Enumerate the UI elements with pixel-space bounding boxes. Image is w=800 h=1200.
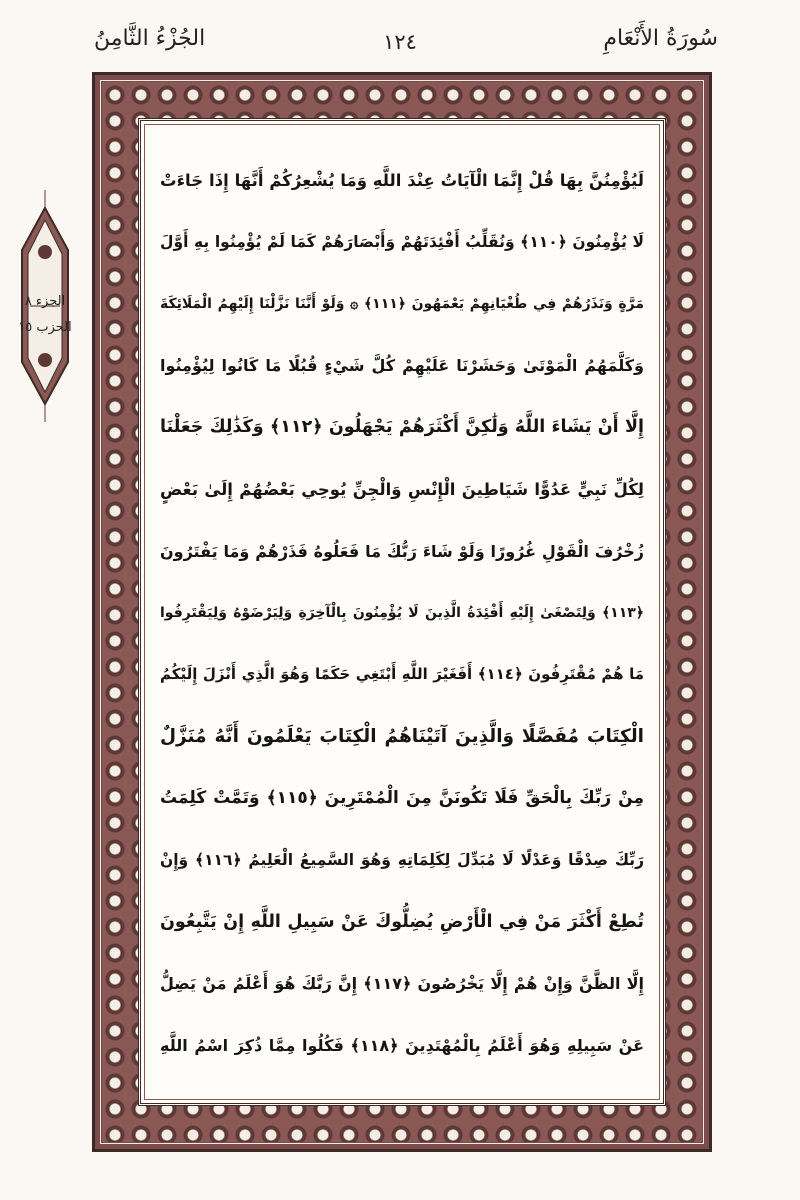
verse-line: وَكَلَّمَهُمُ الْمَوْتَىٰ وَحَشَرْنَا عَلَيْهِمْ كُلَّ شَيْءٍ قُبُلًا مَا كَانُوا لِيُؤْمِنُوا — [160, 356, 644, 376]
verse-line: مَا هُمْ مُقْتَرِفُونَ ﴿١١٤﴾ أَفَغَيْرَ اللَّهِ أَبْتَغِي حَكَمًا وَهُوَ الَّذِي أَنْزَلَ إِلَيْكُمُ — [160, 665, 644, 684]
verse-line: ﴿١١٣﴾ وَلِتَصْغَىٰ إِلَيْهِ أَفْئِدَةُ الَّذِينَ لَا يُؤْمِنُونَ بِالْآخِرَةِ وَلِيَرْضَوْهُ وَلِيَقْتَرِفُوا — [160, 604, 644, 621]
verse-line: عَنْ سَبِيلِهِ وَهُوَ أَعْلَمُ بِالْمُهْتَدِينَ ﴿١١٨﴾ فَكُلُوا مِمَّا ذُكِرَ اسْمُ اللَّهِ — [160, 1036, 644, 1056]
hizb-label: الحزب ١٥ — [18, 320, 72, 335]
verse-line: مَرَّةٍ وَنَذَرُهُمْ فِي طُغْيَانِهِمْ يَعْمَهُونَ ﴿١١١﴾ ۞ وَلَوْ أَنَّنَا نَزَّلْنَا إِلَيْهِمُ الْمَلَائِكَةَ — [160, 295, 644, 312]
verse-line: إِلَّا أَنْ يَشَاءَ اللَّهُ وَلَٰكِنَّ أَكْثَرَهُمْ يَجْهَلُونَ ﴿١١٢﴾ وَكَذَٰلِكَ جَعَلْنَا — [160, 417, 644, 438]
juz-label: الجزء ٨ — [24, 294, 66, 309]
surah-title: سُورَةُ الأَنْعَامِ — [603, 26, 718, 51]
verse-line: رَبِّكَ صِدْقًا وَعَدْلًا لَا مُبَدِّلَ لِكَلِمَاتِهِ وَهُوَ السَّمِيعُ الْعَلِيمُ ﴿١١٦﴾ وَإِنْ — [160, 850, 644, 869]
verse-line: لَا يُؤْمِنُونَ ﴿١١٠﴾ وَنُقَلِّبُ أَفْئِدَتَهُمْ وَأَبْصَارَهُمْ كَمَا لَمْ يُؤْمِنُوا بِهِ أَوَّلَ — [160, 232, 644, 251]
verse-line: مِنْ رَبِّكَ بِالْحَقِّ فَلَا تَكُونَنَّ مِنَ الْمُمْتَرِينَ ﴿١١٥﴾ وَتَمَّتْ كَلِمَتُ — [160, 787, 644, 808]
verse-line: لِكُلِّ نَبِيٍّ عَدُوًّا شَيَاطِينَ الْإِنْسِ وَالْجِنِّ يُوحِي بَعْضُهُمْ إِلَىٰ بَعْضٍ — [160, 479, 644, 499]
verse-line: تُطِعْ أَكْثَرَ مَنْ فِي الْأَرْضِ يُضِلُّوكَ عَنْ سَبِيلِ اللَّهِ إِنْ يَتَّبِعُونَ — [160, 911, 644, 932]
verse-line: زُخْرُفَ الْقَوْلِ غُرُورًا وَلَوْ شَاءَ رَبُّكَ مَا فَعَلُوهُ فَذَرْهُمْ وَمَا يَفْتَرُونَ — [160, 541, 644, 561]
verse-line: الْكِتَابَ مُفَصَّلًا وَالَّذِينَ آتَيْنَاهُمُ الْكِتَابَ يَعْلَمُونَ أَنَّهُ مُنَزَّلٌ — [160, 726, 644, 748]
verse-line: إِلَّا الظَّنَّ وَإِنْ هُمْ إِلَّا يَخْرُصُونَ ﴿١١٧﴾ إِنَّ رَبَّكَ هُوَ أَعْلَمُ مَنْ يَضِلُّ — [160, 974, 644, 994]
page-number: ١٢٤ — [383, 30, 417, 54]
juz-title: الجُزْءُ الثَّامِنُ — [94, 26, 206, 51]
verse-line: لَيُؤْمِنُنَّ بِهَا قُلْ إِنَّمَا الْآيَاتُ عِنْدَ اللَّهِ وَمَا يُشْعِرُكُمْ أَنَّهَا إِذَا جَاءَتْ — [160, 171, 644, 190]
verse-lines — [160, 150, 644, 1077]
